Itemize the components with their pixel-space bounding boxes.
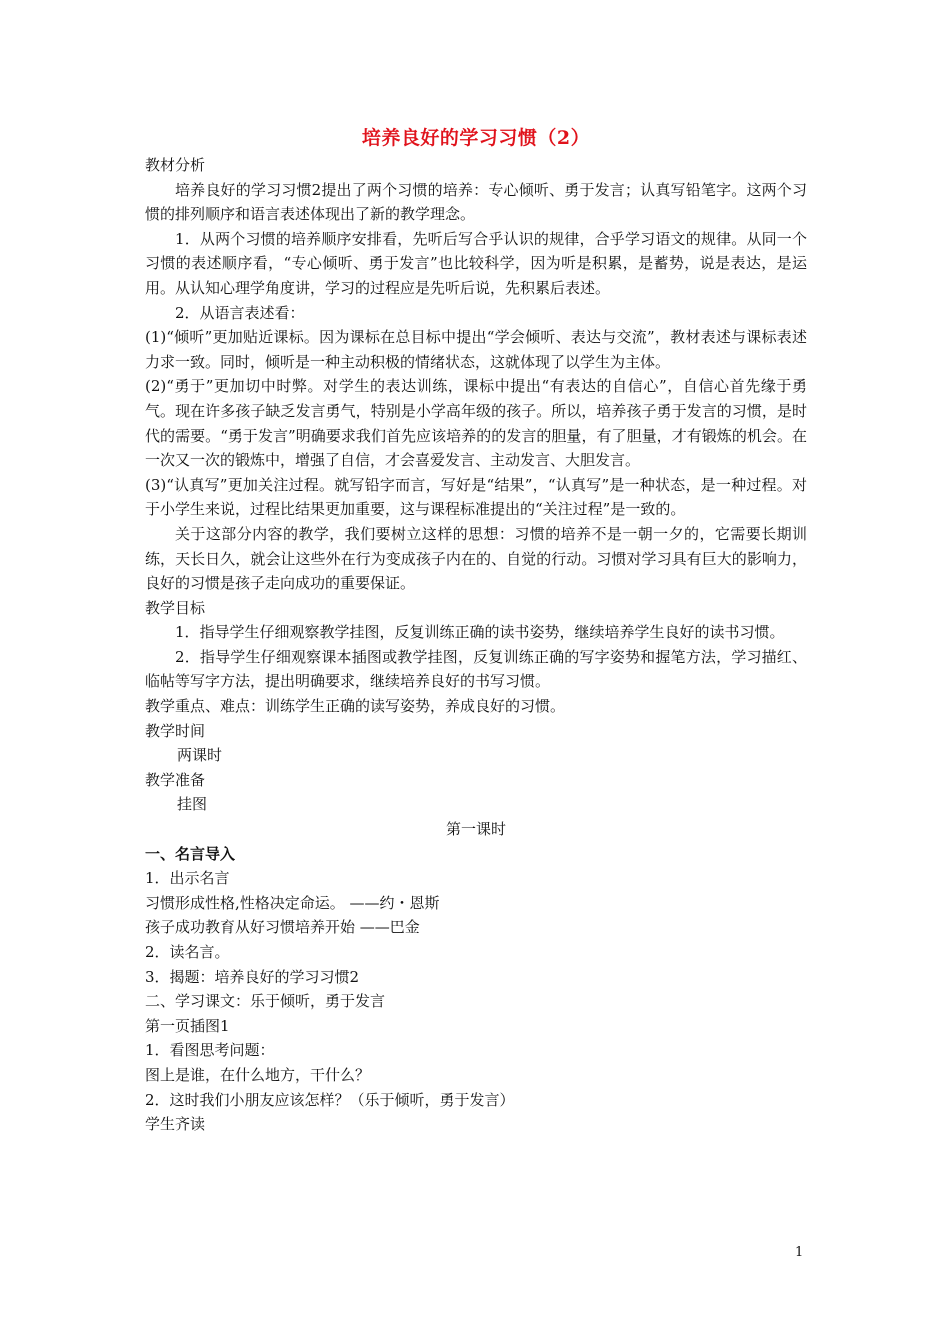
- paragraph: 孩子成功教育从好习惯培养开始 ——巴金: [145, 918, 420, 937]
- paragraph: 一、名言导入: [145, 844, 236, 863]
- paragraph: 1．从两个习惯的培养顺序安排看，先听后写合乎认识的规律，合乎学习语文的规律。从同一个习惯的表述顺序看，“专心倾听、勇于发言”也比较科学，因为听是积累，是蓄势，说是表达，是运用。从认知心理学角度讲，学习的过程应是先听后说，先积累后表述。: [145, 229, 807, 297]
- paragraph: 习惯形成性格,性格决定命运。 ——约・恩斯: [145, 893, 440, 912]
- paragraph: 2．读名言。: [145, 943, 230, 961]
- paragraph: 学生齐读: [145, 1115, 206, 1134]
- paragraph: 2．从语言表述看：: [175, 303, 305, 322]
- paragraph: 2．这时我们小朋友应该怎样？（乐于倾听，勇于发言）: [145, 1090, 515, 1109]
- paragraph: 1．指导学生仔细观察教学挂图，反复训练正确的读书姿势，继续培养学生良好的读书习惯。: [175, 623, 785, 642]
- paragraph: 1．出示名言: [145, 869, 230, 888]
- paragraph: 第一页插图1: [145, 1016, 230, 1035]
- paragraph: 教学准备: [145, 770, 206, 789]
- paragraph: 培养良好的学习习惯2提出了两个习惯的培养：专心倾听、勇于发言；认真写铅笔字。这两个习惯的排列顺序和语言表述体现出了新的教学理念。: [145, 180, 807, 224]
- paragraph: 关于这部分内容的教学，我们要树立这样的思想：习惯的培养不是一朝一夕的，它需要长期训练，天长日久，就会让这些外在行为变成孩子内在的、自觉的行动。习惯对学习具有巨大的影响力，良好的习惯是孩子走向成功的重要保证。: [145, 524, 807, 593]
- paragraph: 第一课时: [445, 820, 506, 839]
- paragraph: 挂图: [177, 795, 208, 814]
- paragraph: (3)“认真写”更加关注过程。就写铅字而言，写好是“结果”，“认真写”是一种状态，是一种过程。对于小学生来说，过程比结果更加重要，这与课程标准提出的“关注过程”是一致的。: [145, 475, 807, 519]
- paragraph: 两课时: [177, 746, 223, 765]
- paragraph: 教学时间: [145, 721, 206, 740]
- paragraph: 图上是谁，在什么地方，干什么？: [145, 1065, 371, 1084]
- paragraph: (1)“倾听”更加贴近课标。因为课标在总目标中提出“学会倾听、表达与交流”，教材表述与课标表述力求一致。同时，倾听是一种主动积极的情绪状态，这就体现了以学生为主体。: [145, 328, 807, 371]
- paragraph: 教学目标: [145, 598, 206, 617]
- paragraph: 1．看图思考问题：: [145, 1041, 275, 1060]
- page-number: 1: [795, 1245, 804, 1260]
- document-page: [145, 124, 807, 1137]
- paragraph: (2)“勇于”更加切中时弊。对学生的表达训练，课标中提出“有表达的自信心”，自信心首先缘于勇气。现在许多孩子缺乏发言勇气，特别是小学高年级的孩子。所以，培养孩子勇于发言的习惯，是时代的需要。“勇于发言”明确要求我们首先应该培养的的发言的胆量，有了胆量，才有锻炼的机会。在一次又一次的锻炼中，增强了自信，才会喜爱发言、主动发言、大胆发言。: [145, 377, 807, 470]
- page-title: 培养良好的学习习惯（2）: [361, 127, 591, 149]
- document-body: [145, 153, 807, 1137]
- paragraph: 教学重点、难点：训练学生正确的读写姿势，养成良好的习惯。: [145, 697, 566, 716]
- paragraph: 3．揭题：培养良好的学习习惯2: [145, 967, 360, 986]
- paragraph: 2．指导学生仔细观察课本插图或教学挂图，反复训练正确的写字姿势和握笔方法，学习描红、临帖等写字方法，提出明确要求，继续培养良好的书写习惯。: [145, 647, 807, 691]
- paragraph: 二、学习课文：乐于倾听，勇于发言: [145, 992, 386, 1011]
- paragraph: 教材分析: [145, 156, 206, 174]
